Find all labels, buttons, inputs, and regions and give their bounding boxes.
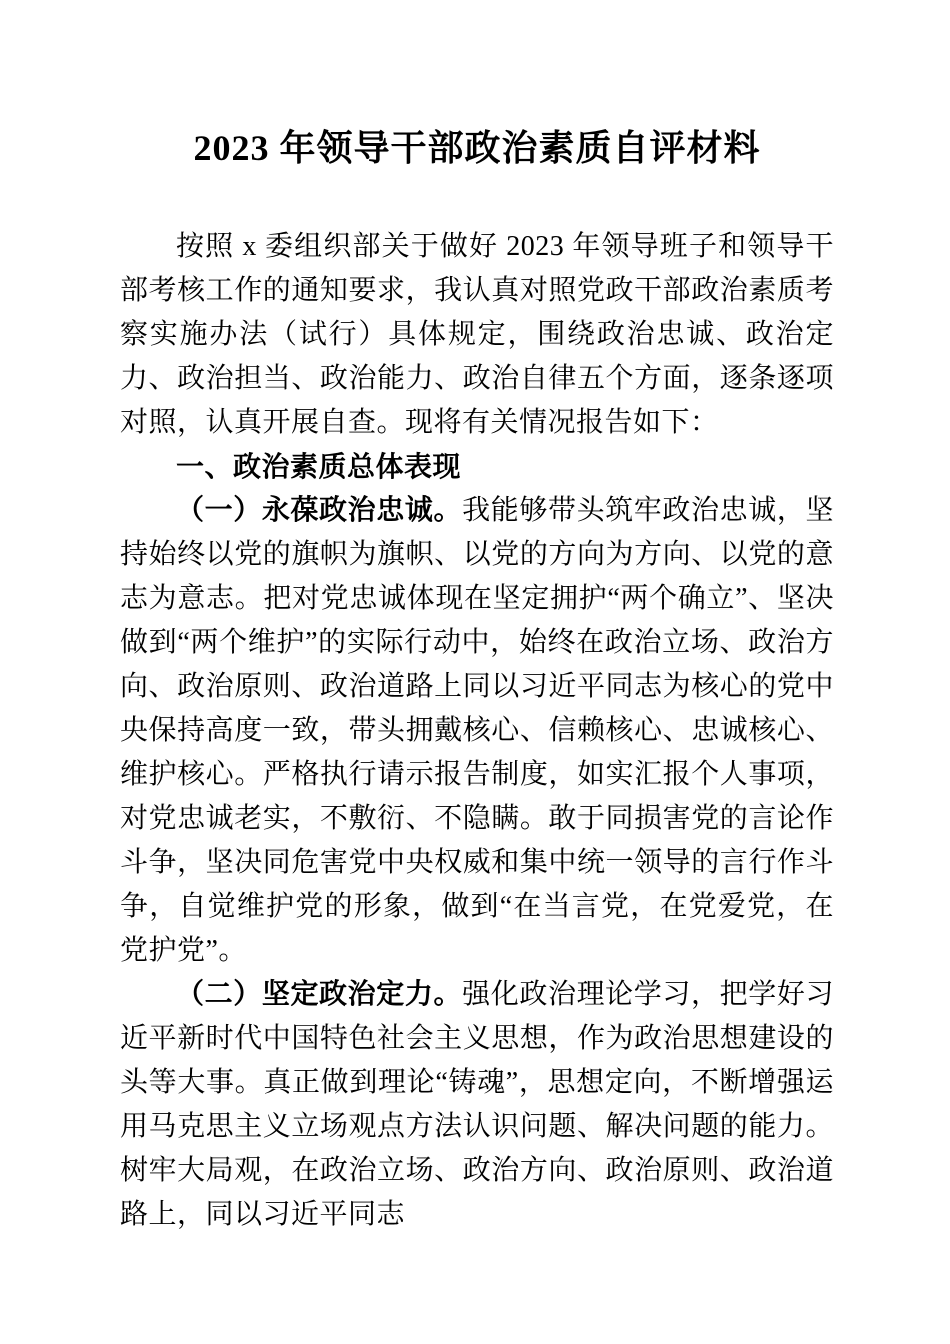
paragraph-loyalty-text: 我能够带头筑牢政治忠诚，坚持始终以党的旗帜为旗帜、以党的方向为方向、以党的意志为意志。把对党忠诚体现在坚定拥护“两个确立”、坚决做到“两个维护”的实际行动中，始终在政治立场、政治方向、政治原则、政治道路上同以习近平同志为核心的党中央保持高度一致，带头拥戴核心、信赖核心、忠诚核心、维护核心。严格执行请示报告制度，如实汇报个人事项，对党忠诚老实，不敷衍、不隐瞒。敢于同损害党的言论作斗争，坚决同危害党中央权威和集中统一领导的言行作斗争，自觉维护党的形象，做到“在当言党，在党爱党，在党护党”。	[120, 495, 834, 966]
paragraph-resolve-text: 强化政治理论学习，把学好习近平新时代中国特色社会主义思想，作为政治思想建设的头等大事。真正做到理论“铸魂”，思想定向，不断增强运用马克思主义立场观点方法认识问题、解决问题的能力。树牢大局观，在政治立场、政治方向、政治原则、政治道路上，同以习近平同志	[120, 979, 834, 1230]
paragraph-loyalty-lead: （一）永葆政治忠诚。	[176, 495, 463, 526]
document-title: 2023 年领导干部政治素质自评材料	[193, 128, 761, 168]
paragraph-resolve-lead: （二）坚定政治定力。	[176, 979, 463, 1010]
section-heading: 一、政治素质总体表现	[176, 451, 462, 482]
paragraph-resolve	[120, 973, 834, 1237]
intro-paragraph: 按照 x 委组织部关于做好 2023 年领导班子和领导干部考核工作的通知要求，我认真对照党政干部政治素质考察实施办法（试行）具体规定，围绕政治忠诚、政治定力、政治担当、政治能力、政治自律五个方面，逐条逐项对照，认真开展自查。现将有关情况报告如下：	[120, 231, 834, 438]
paragraph-loyalty	[120, 489, 834, 973]
